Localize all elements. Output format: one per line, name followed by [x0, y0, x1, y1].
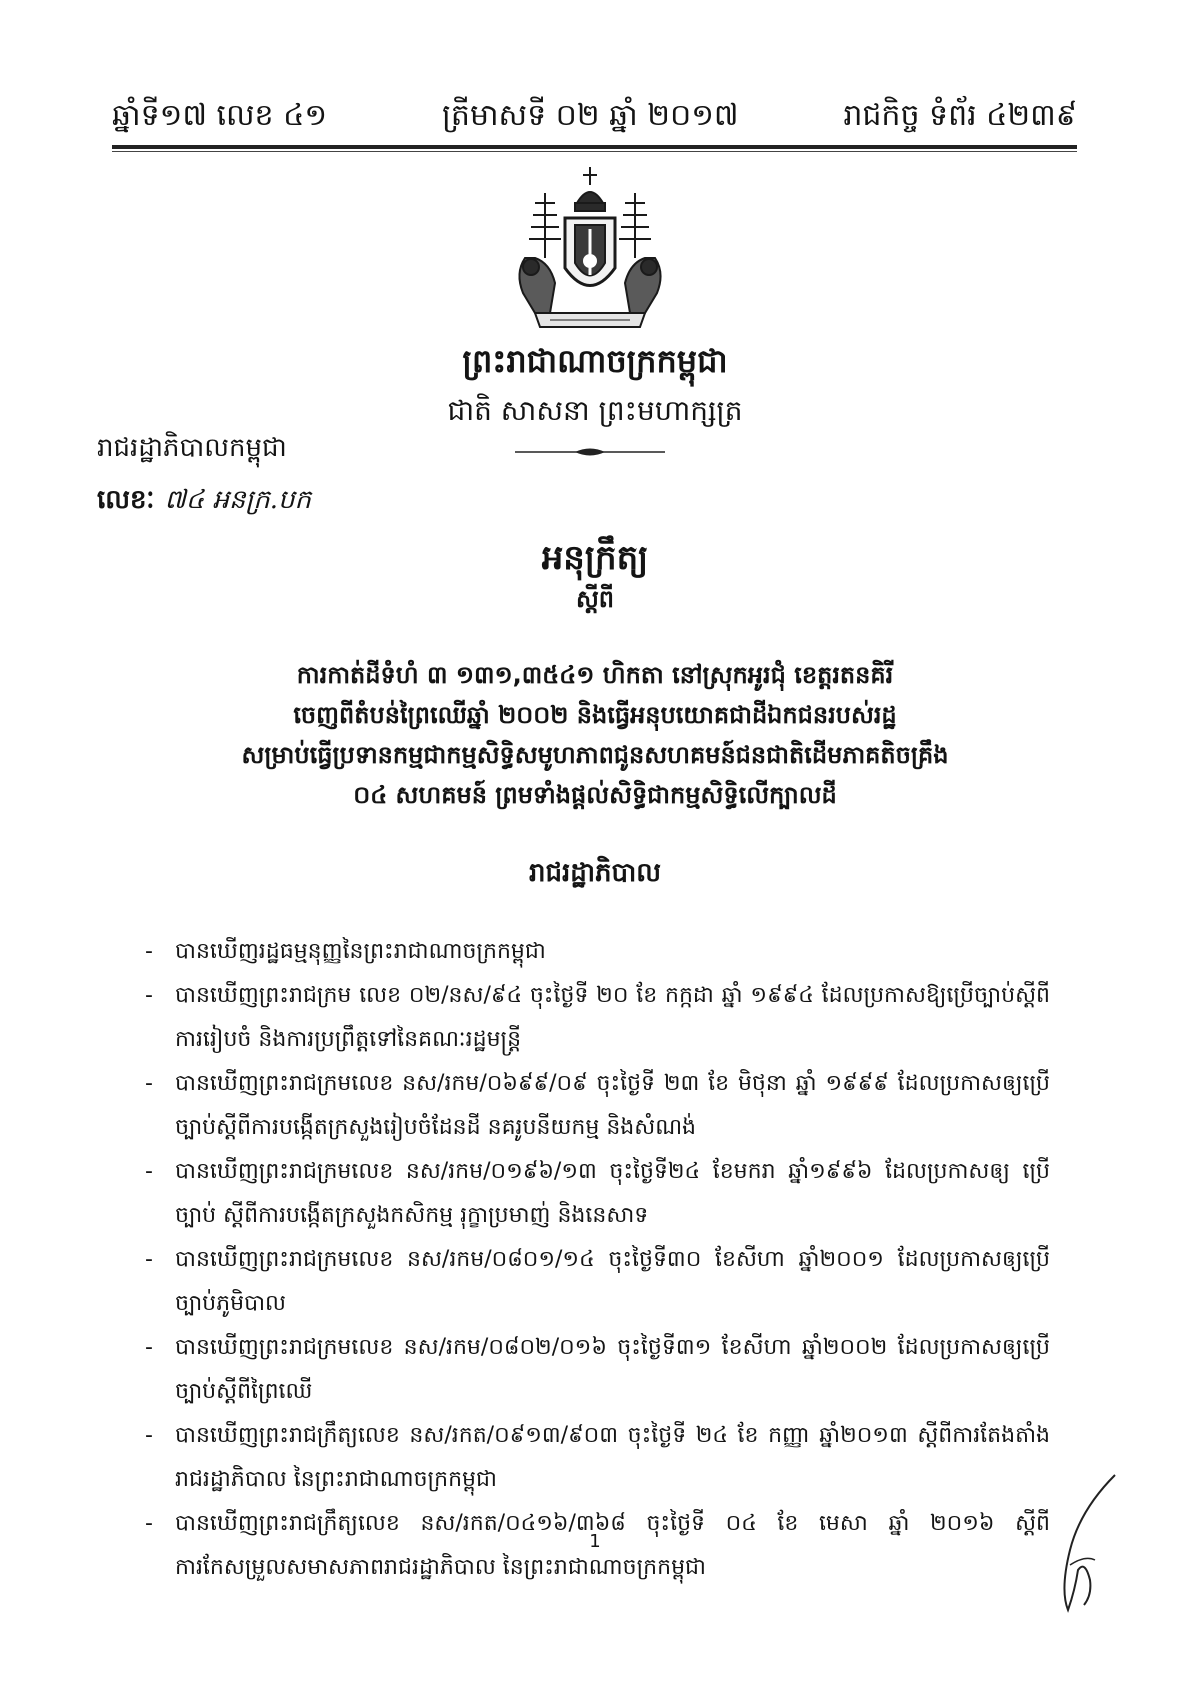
consideration-text: បានឃើញព្រះរាជក្រមលេខ នស/រកម/០៨០១/១៤ ចុះថ្ងៃទី៣០ ខែសីហា ឆ្នាំ២០០១ ដែលប្រកាសឲ្យប្រើច្បាប់ភូមិបាល: [175, 1247, 1050, 1316]
document-about: ស្តីពី: [575, 585, 615, 613]
national-motto: ជាតិ សាសនា ព្រះមហាក្សត្រ: [447, 394, 743, 427]
page-number: 1: [589, 1531, 601, 1552]
list-item: - បានឃើញរដ្ឋធម្មនុញ្ញនៃព្រះរាជាណាចក្រកម្ពុជា: [145, 930, 1050, 974]
ornamental-divider: [515, 447, 665, 457]
consideration-text: បានឃើញព្រះរាជក្រឹត្យលេខ នស/រកត/០៩១៣/៩០៣ ចុះថ្ងៃទី ២៤ ខែ កញ្ញា ឆ្នាំ២០១៣ ស្តីពីការតែងតាំងរាជរដ្ឋាភិបាល នៃព្រះរាជាណាចក្រកម្ពុជា: [175, 1423, 1050, 1492]
header-rule-thin: [112, 151, 1077, 152]
issuing-authority: រាជរដ្ឋាភិបាល: [528, 858, 662, 888]
subject-line: ០៤ សហគមន៍ ព្រមទាំងផ្តល់សិទ្ធិជាកម្មសិទ្ធិលើក្បាលដី: [353, 781, 837, 809]
header-rule: [112, 145, 1077, 149]
consideration-text: បានឃើញព្រះរាជក្រឹត្យលេខ នស/រកត/០៤១៦/៣៦៨ ចុះថ្ងៃទី ០៤ ខែ មេសា ឆ្នាំ ២០១៦ ស្តីពីការកែសម្រួលសមាសភាពរាជរដ្ឋាភិបាល នៃព្រះរាជាណាចក្រកម្ពុជា: [175, 1511, 1050, 1580]
list-item: - បានឃើញព្រះរាជក្រមលេខ នស/រកម/០១៩៦/១៣ ចុះថ្ងៃទី២៤ ខែមករា ឆ្នាំ១៩៩៦ ដែលប្រកាសឲ្យ ប្រើច្បាប់ ស្តីពីការបង្កើតក្រសួងកសិកម្ម រុក្ខាប្រមាញ់ និងនេសាទ: [145, 1150, 1050, 1238]
subject-line: សម្រាប់ធ្វើប្រទានកម្មជាកម្មសិទ្ធិសមូហភាពជូនសហគមន៍ជនជាតិដើមភាគតិចគ្រឹង: [241, 741, 949, 769]
gazette-header: [112, 96, 1077, 136]
consideration-text: បានឃើញព្រះរាជក្រមលេខ នស/រកម/០៦៩៩/០៩ ចុះថ្ងៃទី ២៣ ខែ មិថុនា ឆ្នាំ ១៩៩៩ ដែលប្រកាសឲ្យប្រើច្បាប់ស្តីពីការបង្កើតក្រសួងរៀបចំដែនដី នគរូបនីយកម្ម និងសំណង់: [175, 1071, 1050, 1140]
issuing-government: រាជរដ្ឋាភិបាលកម្ពុជា: [97, 433, 287, 463]
document-type: អនុក្រឹត្យ: [541, 538, 649, 578]
decree-number: [97, 482, 311, 518]
consideration-text: បានឃើញព្រះរាជក្រមលេខ នស/រកម/០៨០២/០១៦ ចុះថ្ងៃទី៣១ ខែសីហា ឆ្នាំ២០០២ ដែលប្រកាសឲ្យប្រើច្បាប់ស្តីពីព្រៃឈើ: [175, 1335, 1050, 1404]
subject-line: ការកាត់ដីទំហំ ៣ ១៣១,៣៥៤១ ហិកតា នៅស្រុកអូរជុំ ខេត្តរតនគិរី: [296, 661, 894, 689]
decree-number-label: លេខៈ: [97, 485, 155, 515]
list-item: - បានឃើញព្រះរាជក្រមលេខ នស/រកម/០៨០២/០១៦ ចុះថ្ងៃទី៣១ ខែសីហា ឆ្នាំ២០០២ ដែលប្រកាសឲ្យប្រើច្បាប់ស្តីពីព្រៃឈើ: [145, 1326, 1050, 1414]
list-item: - បានឃើញព្រះរាជក្រម លេខ ០២/នស/៩៤ ចុះថ្ងៃទី ២០ ខែ កក្កដា ឆ្នាំ ១៩៩៤ ដែលប្រកាសឱ្យប្រើច្បាប់ស្តីពីការរៀបចំ និងការប្រព្រឹត្តទៅនៃគណៈរដ្ឋមន្ត្រី: [145, 974, 1050, 1062]
handwritten-signature-icon: [1040, 1470, 1130, 1620]
kingdom-title: ព្រះរាជាណាចក្រកម្ពុជា: [462, 342, 728, 380]
decree-number-value: ៧៤ អនក្រ.បក: [164, 485, 311, 515]
consideration-text: បានឃើញរដ្ឋធម្មនុញ្ញនៃព្រះរាជាណាចក្រកម្ពុជា: [175, 939, 546, 964]
gazette-year-issue: ឆ្នាំទី១៧ លេខ ៤១: [112, 98, 328, 133]
document-subject: [150, 655, 1040, 815]
list-item: - បានឃើញព្រះរាជក្រមលេខ នស/រកម/០៦៩៩/០៩ ចុះថ្ងៃទី ២៣ ខែ មិថុនា ឆ្នាំ ១៩៩៩ ដែលប្រកាសឲ្យប្រើច្បាប់ស្តីពីការបង្កើតក្រសួងរៀបចំដែនដី នគរូបនីយកម្ម និងសំណង់: [145, 1062, 1050, 1150]
list-item: - បានឃើញព្រះរាជក្រមលេខ នស/រកម/០៨០១/១៤ ចុះថ្ងៃទី៣០ ខែសីហា ឆ្នាំ២០០១ ដែលប្រកាសឲ្យប្រើច្បាប់ភូមិបាល: [145, 1238, 1050, 1326]
list-item: - បានឃើញព្រះរាជក្រឹត្យលេខ នស/រកត/០៩១៣/៩០៣ ចុះថ្ងៃទី ២៤ ខែ កញ្ញា ឆ្នាំ២០១៣ ស្តីពីការតែងតាំងរាជរដ្ឋាភិបាល នៃព្រះរាជាណាចក្រកម្ពុជា: [145, 1414, 1050, 1502]
consideration-text: បានឃើញព្រះរាជក្រមលេខ នស/រកម/០១៩៦/១៣ ចុះថ្ងៃទី២៤ ខែមករា ឆ្នាំ១៩៩៦ ដែលប្រកាសឲ្យ ប្រើច្បាប់ ស្តីពីការបង្កើតក្រសួងកសិកម្ម រុក្ខាប្រមាញ់ និងនេសាទ: [175, 1159, 1050, 1228]
royal-coat-of-arms-icon: [505, 163, 675, 335]
gazette-quarter: ត្រីមាសទី ០២ ឆ្នាំ ២០១៧: [442, 98, 739, 133]
subject-line: ចេញពីតំបន់ព្រៃឈើឆ្នាំ ២០០២ និងធ្វើអនុបយោគជាដីឯកជនរបស់រដ្ឋ: [293, 701, 897, 729]
considerations-list: [145, 930, 1050, 1590]
list-item: - បានឃើញព្រះរាជក្រឹត្យលេខ នស/រកត/០៤១៦/៣៦៨ ចុះថ្ងៃទី ០៤ ខែ មេសា ឆ្នាំ ២០១៦ ស្តីពីការកែសម្រួលសមាសភាពរាជរដ្ឋាភិបាល នៃព្រះរាជាណាចក្រកម្ពុជា: [145, 1502, 1050, 1590]
gazette-page-ref: រាជកិច្ច ទំព័រ ៤២៣៩: [843, 98, 1077, 133]
consideration-text: បានឃើញព្រះរាជក្រម លេខ ០២/នស/៩៤ ចុះថ្ងៃទី ២០ ខែ កក្កដា ឆ្នាំ ១៩៩៤ ដែលប្រកាសឱ្យប្រើច្បាប់ស្តីពីការរៀបចំ និងការប្រព្រឹត្តទៅនៃគណៈរដ្ឋមន្ត្រី: [175, 983, 1050, 1052]
